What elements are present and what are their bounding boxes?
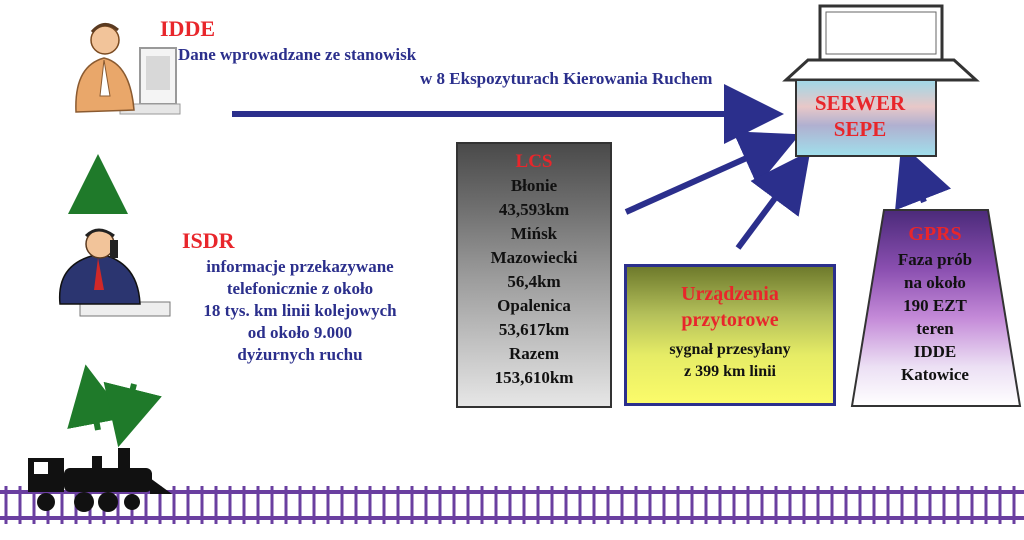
gprs-line-4: teren [916,319,954,338]
gprs-line-2: na około [904,273,966,292]
lcs-line-4: Mazowiecki [490,248,578,267]
lcs-line-8: Razem [508,344,560,363]
server-label [800,90,920,142]
lcs-line-6: Opalenica [497,296,571,315]
gprs-text [850,220,1020,386]
urzadzenia-title-1: Urządzenia [681,283,779,305]
urzadzenia-box [624,264,836,406]
isdr-line-3: 18 tys. km linii kolejowych [203,301,397,320]
server-label-line-2: SEPE [833,117,887,141]
urzadzenia-line-1: sygnał przesyłany [669,341,791,358]
isdr-line-4: od około 9.000 [247,323,353,342]
arrow-train-to-isdr [90,388,98,430]
lcs-line-5: 56,4km [507,272,561,291]
gprs-line-5: IDDE [913,342,957,361]
arrow-gprs-to-server [910,166,924,202]
isdr-title: ISDR [182,228,235,253]
isdr-line-2: telefonicznie z około [226,279,374,298]
lcs-line-2: 43,593km [498,200,570,219]
phone-operator-icon [60,230,170,316]
gprs-line-3: 190 EZT [903,296,967,315]
lcs-line-1: Błonie [510,176,558,195]
lcs-line-9: 153,610km [494,368,574,387]
lcs-line-7: 53,617km [498,320,570,339]
idde-line-1: Dane wprowadzane ze stanowisk [178,45,417,64]
urzadzenia-title-2: przytorowe [681,309,779,331]
idde-line-2: w 8 Ekspozyturach Kierowania Ruchem [420,69,713,88]
isdr-line-5: dyżurnych ruchu [237,345,363,364]
isdr-line-1: informacje przekazywane [206,257,394,276]
gprs-title: GPRS [908,223,962,245]
isdr-description [170,256,430,366]
arrow-isdr-to-train [124,384,134,424]
idde-title: IDDE [160,16,216,41]
gprs-line-6: Katowice [901,365,969,384]
urzadzenia-line-2: z 399 km linii [683,363,776,380]
arrow-lcs-to-server [626,144,778,212]
lcs-box [456,142,612,408]
lcs-title: LCS [515,151,553,172]
arrow-urzadzenia-to-server [738,170,796,248]
gprs-line-1: Faza prób [897,250,973,269]
server-label-line-1: SERWER [814,91,906,115]
lcs-line-3: Mińsk [510,224,558,243]
locomotive-icon [28,448,172,512]
